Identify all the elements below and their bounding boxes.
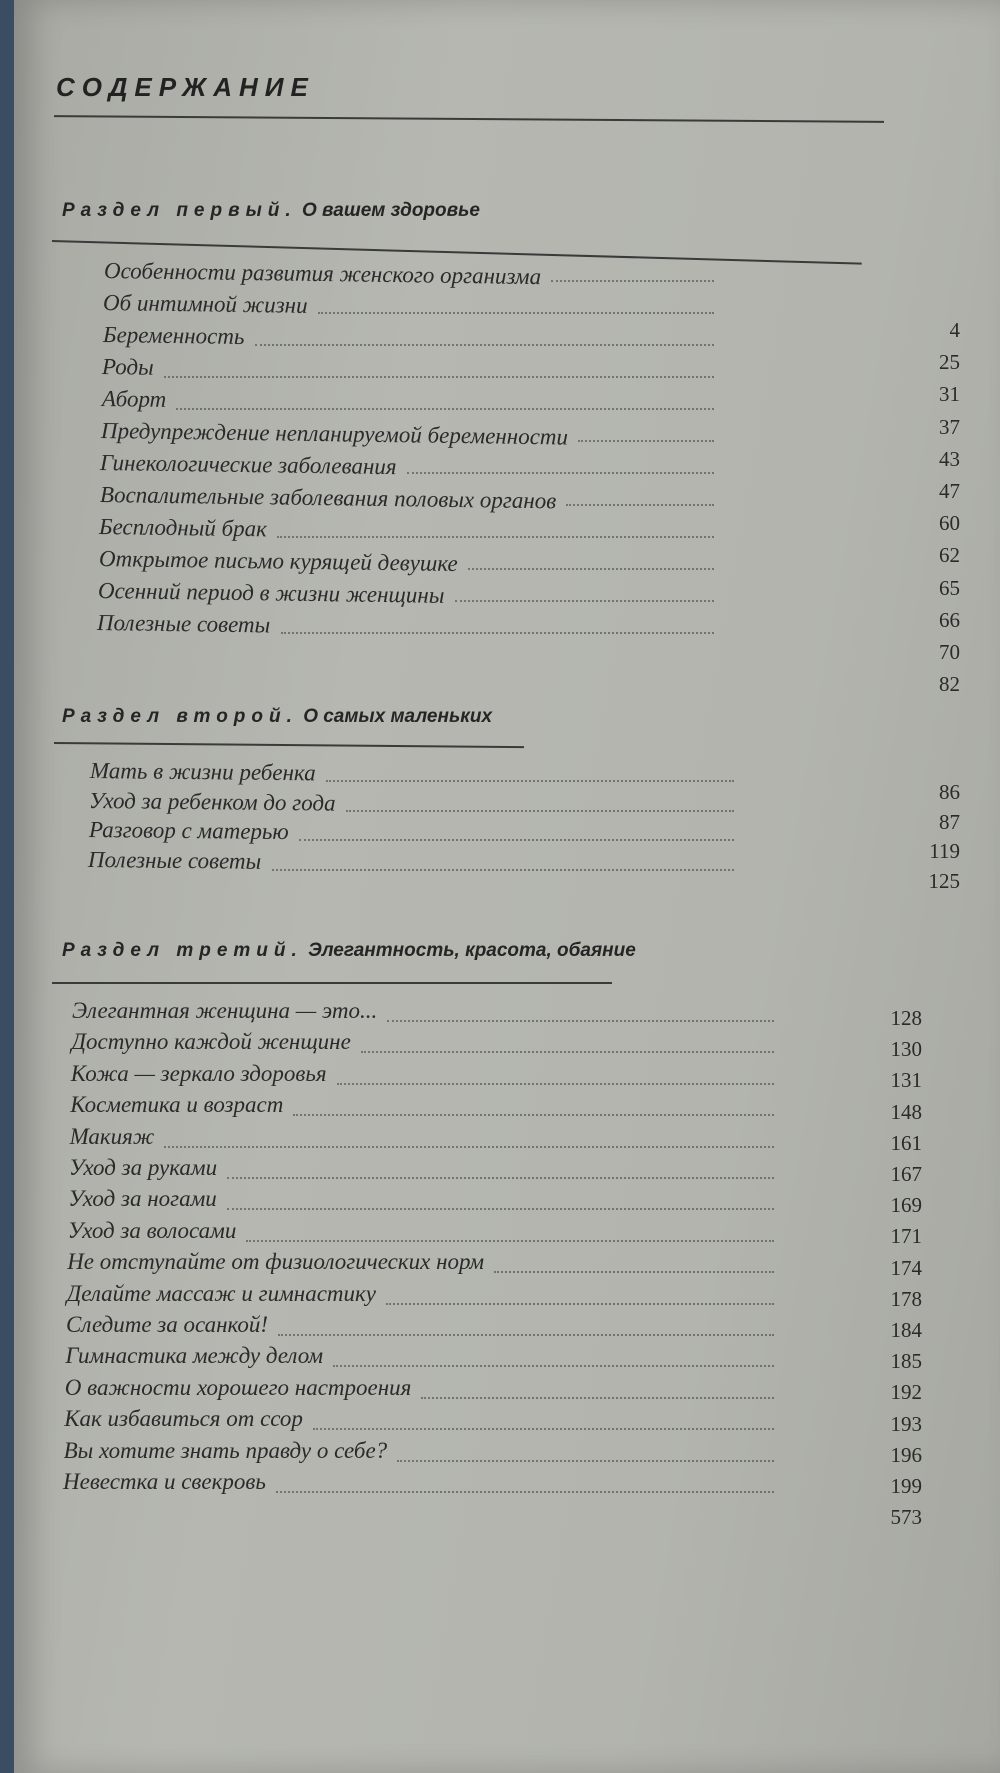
toc-page-number: 37 bbox=[939, 414, 960, 439]
toc-entry-title: Уход за ребенком до года bbox=[89, 787, 337, 816]
toc-page-number: 171 bbox=[890, 1224, 922, 1249]
dot-leader bbox=[346, 810, 734, 812]
toc-page-number: 25 bbox=[939, 350, 960, 375]
dot-leader bbox=[164, 1146, 774, 1148]
dot-leader bbox=[276, 1491, 774, 1493]
dot-leader bbox=[407, 472, 714, 474]
toc-page-number: 125 bbox=[928, 868, 960, 893]
toc-page-number: 185 bbox=[890, 1349, 922, 1374]
toc-page-number: 167 bbox=[890, 1162, 922, 1186]
toc-entry-title: Уход за волосами bbox=[67, 1217, 237, 1243]
title-rule bbox=[54, 115, 884, 123]
section-2-label: Раздел второй. bbox=[62, 706, 298, 727]
book-page bbox=[14, 0, 1000, 1773]
toc-page-number: 4 bbox=[949, 318, 960, 342]
toc-page-number: 119 bbox=[929, 839, 960, 863]
toc-entry-title: Уход за руками bbox=[69, 1155, 218, 1180]
toc-page-number: 65 bbox=[939, 575, 960, 600]
dot-leader bbox=[397, 1460, 774, 1462]
toc-entry-title: Об интимной жизни bbox=[103, 290, 309, 318]
toc-page-number: 161 bbox=[890, 1130, 922, 1155]
dot-leader bbox=[318, 312, 714, 314]
toc-page-number: 130 bbox=[890, 1037, 922, 1062]
dot-leader bbox=[333, 1365, 774, 1367]
toc-entry-title: Осенний период в жизни женщины bbox=[97, 578, 445, 608]
toc-entry-title: Макияж bbox=[69, 1123, 155, 1149]
toc-entry-title: Бесплодный брак bbox=[99, 514, 268, 542]
section-2-heading bbox=[62, 706, 492, 728]
dot-leader bbox=[578, 440, 714, 442]
section-3-heading bbox=[62, 940, 636, 962]
section-1-heading bbox=[62, 200, 480, 222]
toc-entry-title: Доступно каждой женщине bbox=[71, 1029, 351, 1055]
toc-entry-title: Мать в жизни ребенка bbox=[89, 758, 316, 786]
toc-page-number: 192 bbox=[890, 1380, 922, 1405]
dot-leader bbox=[299, 839, 734, 841]
toc-entry-title: Косметика и возраст bbox=[70, 1092, 284, 1118]
toc-entry-title: Особенности развития женского организма bbox=[103, 258, 542, 290]
toc-entry-title: Предупреждение непланируемой беременности bbox=[100, 418, 569, 450]
dot-leader bbox=[281, 632, 714, 634]
toc-page-number: 196 bbox=[890, 1442, 922, 1467]
dot-leader bbox=[551, 280, 714, 282]
dot-leader bbox=[455, 600, 714, 602]
toc-entry-title: Беременность bbox=[102, 322, 245, 349]
dot-leader bbox=[386, 1303, 774, 1305]
toc-page-number: 86 bbox=[939, 780, 960, 804]
toc-page-number: 62 bbox=[939, 543, 960, 568]
dot-leader bbox=[421, 1397, 774, 1399]
toc-page-number: 573 bbox=[890, 1505, 922, 1530]
toc-page-number: 82 bbox=[939, 672, 960, 697]
toc-page-number: 31 bbox=[939, 382, 960, 407]
toc-entry-title: Полезные советы bbox=[97, 610, 271, 638]
dot-leader bbox=[277, 536, 714, 538]
section-2-name: О самых маленьких bbox=[303, 706, 493, 727]
page-title: СОДЕРЖАНИЕ bbox=[56, 72, 315, 102]
toc-entry-title: Гинекологические заболевания bbox=[100, 450, 398, 480]
toc-entry-title: Невестка и свекровь bbox=[63, 1469, 266, 1494]
toc-entry-title: Следите за осанкой! bbox=[66, 1312, 269, 1337]
toc-entry-title: Воспалительные заболевания половых органов bbox=[99, 482, 557, 514]
toc-page-number: 131 bbox=[890, 1068, 922, 1093]
toc-entry-title: Кожа — зеркало здоровья bbox=[70, 1060, 327, 1086]
dot-leader bbox=[337, 1083, 774, 1085]
toc-entry-title: Полезные советы bbox=[88, 846, 262, 874]
section-3-rule bbox=[52, 982, 612, 984]
section-3-name: Элегантность, красота, обаяние bbox=[308, 940, 636, 961]
dot-leader bbox=[361, 1051, 774, 1053]
toc-page-number: 178 bbox=[890, 1286, 922, 1311]
toc-entry-title: Уход за ногами bbox=[68, 1186, 217, 1212]
toc-entry-title: Гимнастика между делом bbox=[65, 1343, 324, 1369]
toc-entry-title: Разговор с матерью bbox=[88, 817, 289, 845]
dot-leader bbox=[227, 1208, 774, 1210]
dot-leader bbox=[164, 376, 714, 378]
dot-leader bbox=[272, 869, 734, 871]
toc-entry-title: О важности хорошего настроения bbox=[64, 1374, 412, 1400]
dot-leader bbox=[326, 780, 734, 782]
toc-page-number: 174 bbox=[890, 1255, 922, 1280]
dot-leader bbox=[176, 408, 714, 410]
toc-page-number: 169 bbox=[890, 1193, 922, 1218]
toc-page-number: 47 bbox=[939, 479, 960, 503]
toc-page-number: 87 bbox=[939, 809, 960, 834]
dot-leader bbox=[278, 1334, 774, 1336]
toc-page-number: 193 bbox=[890, 1411, 922, 1436]
toc-entry-title: Аборт bbox=[101, 386, 167, 412]
dot-leader bbox=[387, 1020, 774, 1022]
section-2-rule bbox=[54, 742, 524, 748]
toc-page-number: 199 bbox=[890, 1474, 922, 1498]
toc-page-number: 60 bbox=[939, 511, 960, 536]
toc-entry-title: Открытое письмо курящей девушке bbox=[98, 546, 458, 577]
dot-leader bbox=[566, 504, 714, 506]
dot-leader bbox=[255, 344, 714, 346]
toc-entry-title: Делайте массаж и гимнастику bbox=[66, 1280, 376, 1306]
dot-leader bbox=[246, 1240, 774, 1242]
toc-page-number: 66 bbox=[939, 607, 960, 632]
toc-entry-title: Роды bbox=[102, 354, 155, 380]
section-1-name: О вашем здоровье bbox=[301, 200, 480, 221]
dot-leader bbox=[468, 568, 714, 570]
dot-leader bbox=[293, 1114, 774, 1116]
dot-leader bbox=[227, 1177, 774, 1179]
toc-page-number: 128 bbox=[890, 1006, 922, 1030]
toc-entry-title: Как избавиться от ссор bbox=[64, 1406, 303, 1432]
dot-leader bbox=[313, 1428, 774, 1430]
toc-entry-title: Вы хотите знать правду о себе? bbox=[63, 1437, 388, 1463]
toc-page-number: 148 bbox=[890, 1099, 922, 1124]
section-1-label: Раздел первый. bbox=[62, 200, 297, 221]
toc-page-number: 184 bbox=[890, 1318, 922, 1342]
toc-entry-title: Элегантная женщина — это... bbox=[72, 998, 378, 1023]
toc-entry-title: Не отступайте от физиологических норм bbox=[67, 1249, 485, 1275]
dot-leader bbox=[494, 1271, 774, 1273]
toc-page-number: 70 bbox=[939, 640, 960, 664]
toc-page-number: 43 bbox=[939, 446, 960, 471]
section-3-label: Раздел третий. bbox=[62, 940, 303, 961]
